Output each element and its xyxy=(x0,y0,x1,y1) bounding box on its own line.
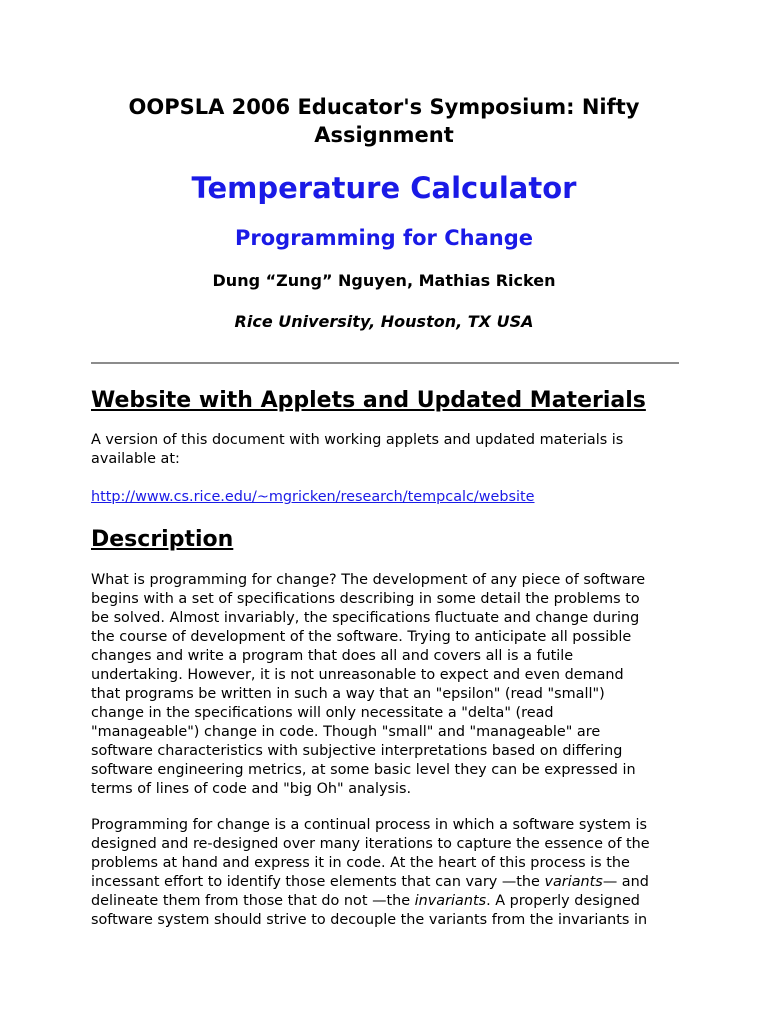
line-text: . A properly designed xyxy=(486,893,640,909)
affiliation: Rice University, Houston, TX USA xyxy=(234,312,534,331)
paragraph-line xyxy=(91,892,691,911)
website-paragraph xyxy=(91,431,691,469)
document-subtitle: Programming for Change xyxy=(235,226,533,250)
italic-term: invariants xyxy=(414,893,487,909)
paragraph-line: begins with a set of specifications describing in some detail the problems to xyxy=(91,591,640,607)
line-text: problems at hand and express it in code. At the heart of this process is the xyxy=(91,855,630,871)
paragraph-line xyxy=(91,816,691,835)
paragraph-line: changes and write a program that does all and covers all is a futile xyxy=(91,648,574,664)
website-heading: Website with Applets and Updated Materials xyxy=(91,388,646,413)
line-text: designed and re-designed over many iterations to capture the essence of the xyxy=(91,836,650,852)
description-paragraph-2 xyxy=(91,816,691,930)
paragraph-line: A version of this document with working applets and updated materials is xyxy=(91,432,624,448)
line-text: incessant effort to identify those elements that can vary —the xyxy=(91,874,545,890)
italic-term: variants xyxy=(544,874,603,890)
paragraph-line: What is programming for change? The development of any piece of software xyxy=(91,572,646,588)
line-text: delineate them from those that do not —the xyxy=(91,893,415,909)
paragraph-line xyxy=(91,854,691,873)
paragraph-line: undertaking. However, it is not unreasonable to expect and even demand xyxy=(91,667,624,683)
horizontal-rule xyxy=(91,362,679,364)
paragraph-line: change in the specifications will only necessitate a "delta" (read xyxy=(91,705,554,721)
line-text: Programming for change is a continual process in which a software system is xyxy=(91,817,647,833)
description-heading: Description xyxy=(91,527,234,552)
paragraph-line: that programs be written in such a way that an "epsilon" (read "small") xyxy=(91,686,605,702)
authors: Dung “Zung” Nguyen, Mathias Ricken xyxy=(212,271,556,290)
paragraph-line xyxy=(91,911,691,930)
paragraph-line: "manageable") change in code. Though "small" and "manageable" are xyxy=(91,724,601,740)
description-paragraph-1 xyxy=(91,571,691,799)
paragraph-line: terms of lines of code and "big Oh" analysis. xyxy=(91,781,412,797)
website-link[interactable]: http://www.cs.rice.edu/~mgricken/research/tempcalc/website xyxy=(91,489,535,505)
paragraph-line: be solved. Almost invariably, the specifications fluctuate and change during xyxy=(91,610,640,626)
paragraph-line xyxy=(91,835,691,854)
paragraph-line: software engineering metrics, at some basic level they can be expressed in xyxy=(91,762,636,778)
paragraph-line: the course of development of the software. Trying to anticipate all possible xyxy=(91,629,632,645)
conference-title: OOPSLA 2006 Educator's Symposium: Nifty Assignment xyxy=(128,95,640,147)
paragraph-line xyxy=(91,873,691,892)
line-text: — and xyxy=(602,874,649,890)
document-title: Temperature Calculator xyxy=(191,171,577,205)
paragraph-line: software characteristics with subjective interpretations based on differing xyxy=(91,743,623,759)
line-text: software system should strive to decouple the variants from the invariants in xyxy=(91,912,648,928)
paragraph-line: available at: xyxy=(91,451,180,467)
